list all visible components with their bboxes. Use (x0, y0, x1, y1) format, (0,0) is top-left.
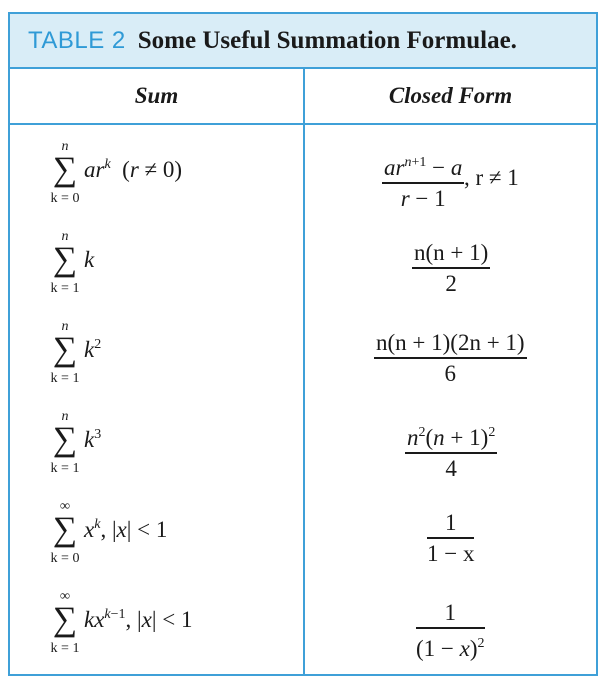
fraction-numerator: $ar^{n+1} - a$ (384, 155, 463, 180)
sum-lower-limit: k = 1 (50, 371, 80, 386)
sum-lower-limit: k = 1 (50, 641, 80, 656)
fraction-numerator: 1 (444, 600, 457, 625)
sum-term: k (84, 247, 95, 272)
fraction-denominator: 6 (444, 360, 457, 386)
sum-term: $k^2$ (84, 337, 102, 362)
closed-fraction (416, 599, 485, 664)
table-number-label: TABLE 2 (28, 26, 126, 54)
fraction-denominator: r − 1 (400, 185, 446, 211)
sigma-icon: ∑ (52, 511, 78, 548)
summation-table (8, 12, 598, 676)
sigma-icon: ∑ (52, 331, 78, 368)
fraction-numerator: n(n + 1)(2n + 1) (376, 330, 525, 355)
sum-term: $kx^{k-1}$, |x| < 1 (84, 607, 193, 632)
closed-condition: , r ≠ 1 (464, 165, 519, 190)
sum-lower-limit: k = 0 (50, 551, 80, 566)
closed-fraction (382, 149, 464, 214)
sum-term: $ar^k$ (r ≠ 0) (84, 157, 183, 182)
table-title-bar (10, 14, 596, 69)
fraction-denominator: 1 − x (427, 540, 475, 566)
sigma-icon: ∑ (52, 151, 78, 188)
sum-upper-limit: n (61, 409, 69, 424)
sum-upper-limit: ∞ (60, 499, 70, 514)
sum-upper-limit: ∞ (60, 589, 70, 604)
fraction-denominator: $(1 - x)^2$ (416, 635, 485, 661)
sigma-icon: ∑ (52, 241, 78, 278)
closed-fraction (412, 239, 490, 299)
column-divider (303, 69, 305, 676)
sigma-icon: ∑ (52, 421, 78, 458)
header-closed-form: Closed Form (388, 83, 513, 108)
sum-lower-limit: k = 0 (50, 191, 80, 206)
sum-lower-limit: k = 1 (50, 281, 80, 296)
sum-upper-limit: n (61, 139, 69, 154)
sum-term: $k^3$ (84, 427, 102, 452)
closed-fraction (427, 509, 474, 569)
fraction-denominator: 4 (445, 455, 457, 481)
closed-fraction (374, 329, 527, 389)
sum-upper-limit: n (61, 229, 69, 244)
fraction-numerator: $n^2(n + 1)^2$ (407, 425, 496, 450)
sum-lower-limit: k = 1 (50, 461, 80, 476)
table-title: Some Useful Summation Formulae. (137, 26, 517, 54)
header-sum: Sum (134, 83, 179, 108)
fraction-numerator: n(n + 1) (414, 240, 489, 265)
closed-fraction (405, 419, 497, 484)
fraction-denominator: 2 (445, 270, 457, 296)
sum-upper-limit: n (61, 319, 69, 334)
fraction-numerator: 1 (444, 510, 457, 535)
sigma-icon: ∑ (52, 601, 78, 638)
sum-term: $x^k$, |x| < 1 (84, 517, 168, 542)
